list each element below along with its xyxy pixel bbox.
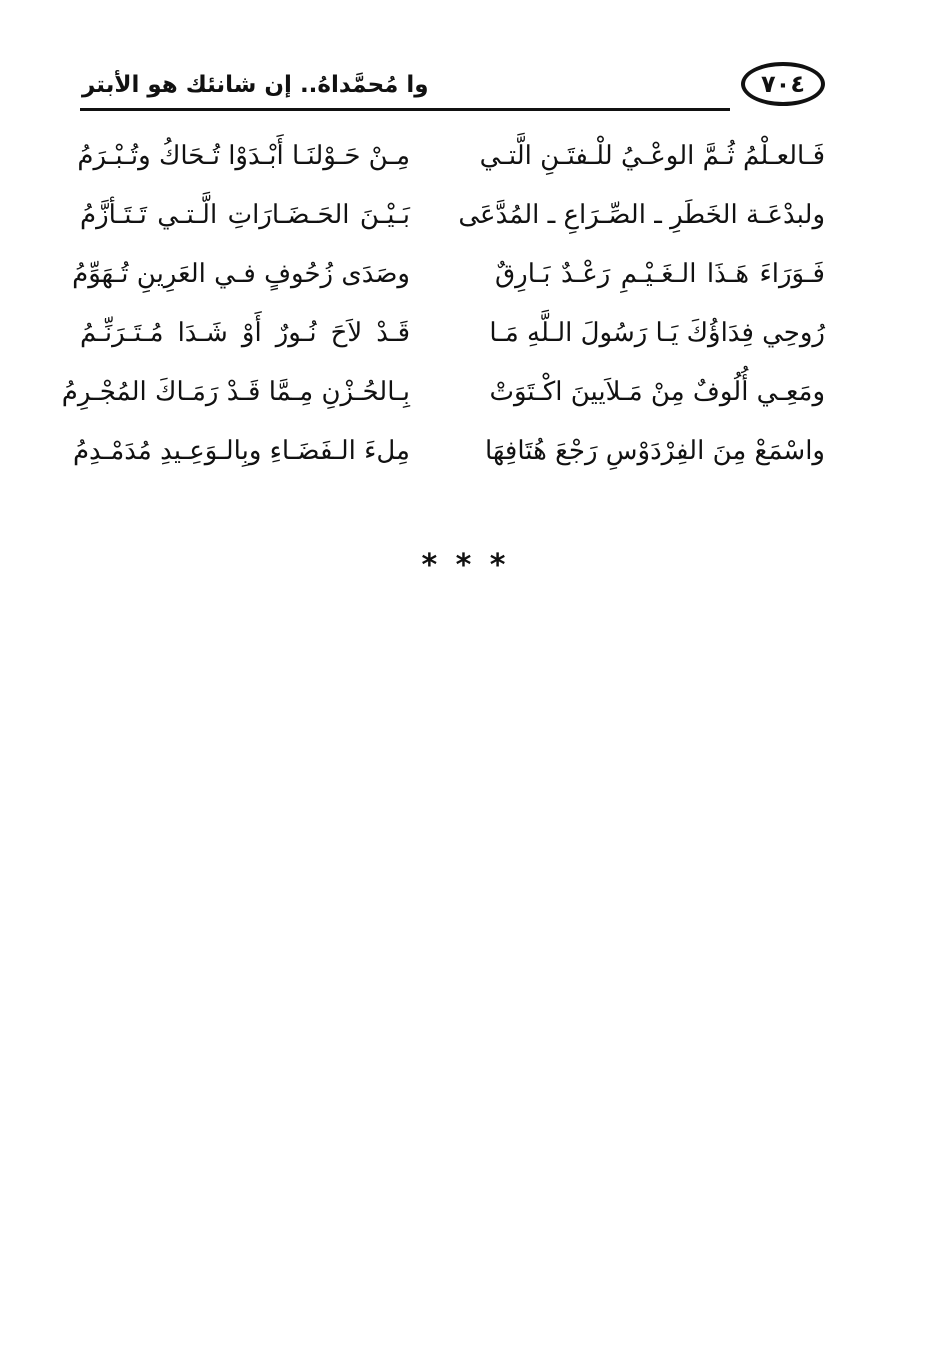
verse-first-hemistich: واسْمَعْ مِنَ الفِرْدَوْسِ رَجْعَ هُتَافِهَا: [484, 436, 825, 466]
verse-second-hemistich: بَـيْـنَ الحَـضَـارَاتِ الَّـتـي تَـتَـأزَّمُ: [80, 200, 410, 230]
header-rule: [80, 108, 730, 111]
verse: [72, 425, 825, 484]
verse-second-hemistich: مِـنْ حَـوْلنَـا أَبْـدَوْا تُـحَاكُ وتُـبْـرَمُ: [77, 141, 410, 171]
verse-second-hemistich: بِـالحُـزْنِ مِـمَّا قَـدْ رَمَـاكَ المُجْـرِمُ: [61, 377, 410, 407]
section-separator: * * *: [421, 548, 510, 583]
verse-first-hemistich: رُوحِي فِدَاؤُكَ يَـا رَسُولَ الـلَّهِ مَـا: [489, 318, 825, 348]
verse: [61, 366, 825, 425]
poem: [61, 130, 825, 484]
page-number: ٧٠٤: [741, 62, 825, 106]
verse-first-hemistich: فَـوَرَاءَ هَـذَا الـغَـيْـمِ رَعْـدٌ بَـارِقٌ: [495, 259, 825, 289]
verse-first-hemistich: ومَعِـي أُلُوفٌ مِنْ مَـلاَيينَ اكْـتَوَتْ: [489, 377, 825, 407]
verse: [80, 307, 825, 366]
verse: [72, 248, 825, 307]
verse-second-hemistich: وصَدَى زُحُوفٍ فـي العَرِينِ تُـهَوِّمُ: [72, 259, 410, 289]
verse-second-hemistich: قَـدْ لاَحَ نُـورٌ أَوْ شَـدَا مُـتَـرَنِّـمُ: [80, 318, 410, 348]
verse-first-hemistich: فَـالعـلْمُ ثُـمَّ الوعْـيُ للْـفتَـنِ الَّتـي: [479, 141, 825, 171]
page-header: [80, 62, 825, 118]
verse: [77, 130, 825, 189]
verse-first-hemistich: ولبدْعَـة الخَطَرِ ـ الصِّـرَاعِ ـ المُدَّعَى: [458, 200, 825, 230]
verse-second-hemistich: مِلءَ الـفَضَـاءِ وبِالـوَعِـيدِ مُدَمْـدِمُ: [72, 436, 410, 466]
verse: [80, 189, 825, 248]
running-title: وا مُحمَّداهُ.. إن شانئك هو الأبتر: [82, 72, 429, 98]
